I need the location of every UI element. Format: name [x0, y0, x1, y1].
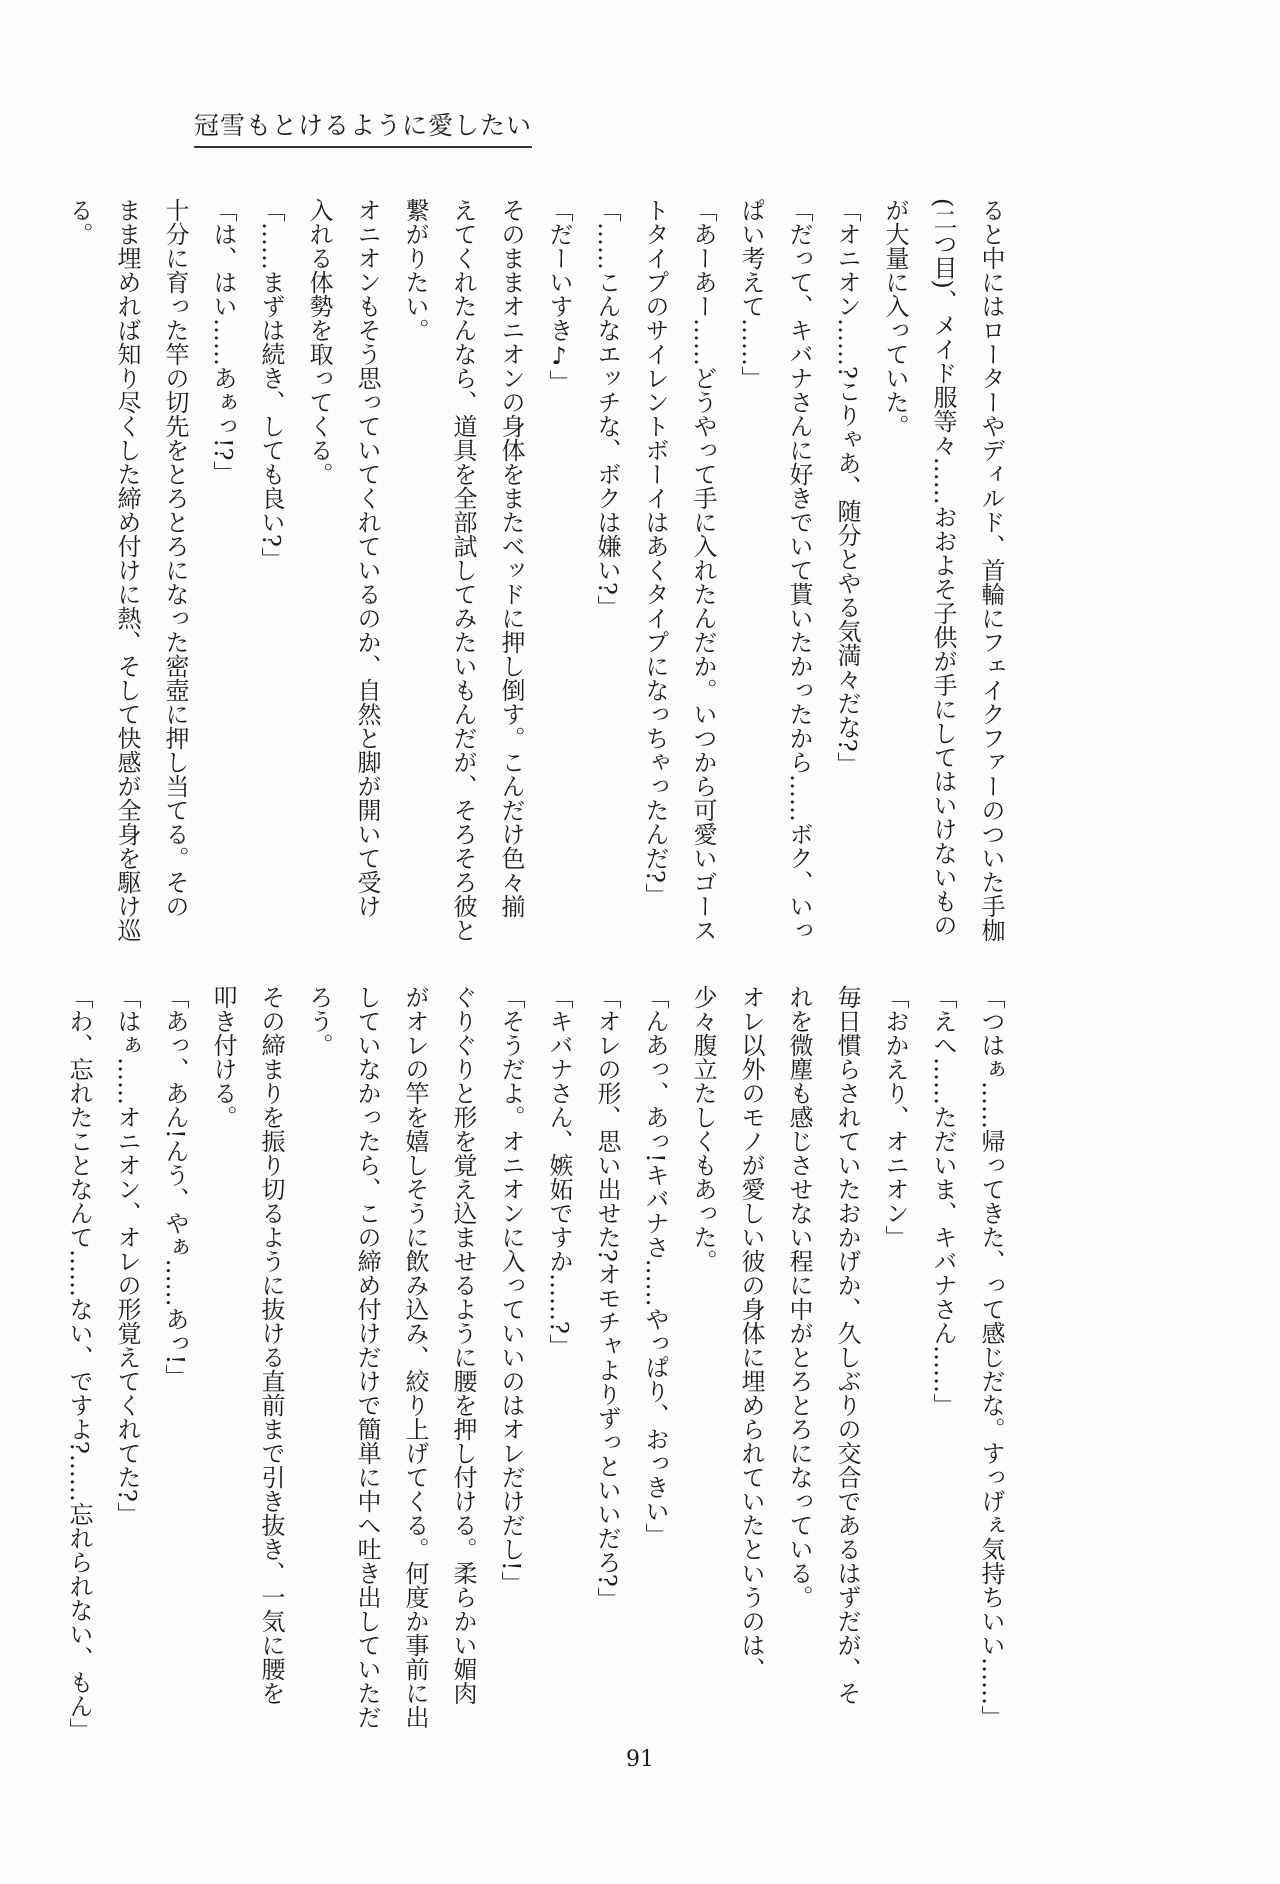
text-line: 毎日慣らされていたおかげか、久しぶりの交合であるはずだが、そ — [833, 985, 861, 1705]
text-line: ると中にはローターやディルド、首輪にフェイクファーのついた手枷 — [977, 198, 1005, 942]
lower-text-column — [55, 985, 1015, 1742]
text-line: れを微塵も感じさせない程に中がとろとろになっている。 — [785, 985, 813, 1609]
text-line: が大量に入っていた。 — [881, 198, 909, 438]
text-line: オニオンもそう思っていてくれているのか、自然と脚が開いて受け — [353, 198, 381, 918]
text-line: 叩き付ける。 — [209, 985, 237, 1129]
text-line: えてくれたんなら、道具を全部試してみたいもんだが、そろそろ彼と — [449, 198, 477, 942]
text-line: 「は、はい……あぁっ!?」 — [209, 198, 237, 485]
text-line: 少々腹立たしくもあった。 — [689, 985, 717, 1273]
text-line: そのままオニオンの身体をまたベッドに押し倒す。こんだけ色々揃 — [497, 198, 525, 918]
text-line: 「はぁ……オニオン、オレの形覚えてくれてた?」 — [113, 985, 141, 1526]
text-line: 「えへ……ただいま、キバナさん……」 — [929, 985, 957, 1417]
text-line: 「わ、忘れたことなんて……ない、ですよ?……忘れられない、もん」 — [65, 985, 93, 1742]
text-line: 入れる体勢を取ってくる。 — [305, 198, 333, 486]
text-line: オレ以外のモノが愛しい彼の身体に埋められていたというのは、 — [737, 985, 765, 1681]
text-line: まま埋めれば知り尽くした締め付けに熱、そして快感が全身を駆け巡 — [113, 198, 141, 942]
text-line: ぐりぐりと形を覚え込ませるように腰を押し付ける。柔らかい媚肉 — [449, 985, 477, 1705]
running-title: 冠雪もとけるように愛したい — [194, 106, 532, 148]
text-line: (二つ目)、メイド服等々……おおよそ子供が手にしてはいけないもの — [929, 198, 957, 937]
text-line: 「オレの形、思い出せた?オモチャよりずっといいだろ?」 — [593, 985, 621, 1611]
text-line: 十分に育った竿の切先をとろとろになった密壺に押し当てる。その — [161, 198, 189, 918]
text-line: る。 — [65, 198, 93, 246]
text-line: 「つはぁ……帰ってきた、って感じだな。すっげぇ気持ちいい……」 — [977, 985, 1005, 1729]
text-line: 「おかえり、オニオン」 — [881, 985, 909, 1249]
text-line: 繋がりたい。 — [401, 198, 429, 342]
text-line: 「あーあー……どうやって手に入れたんだか。いつから可愛いゴース — [689, 198, 717, 942]
text-line: 「……まずは続き、しても良い?」 — [257, 198, 285, 571]
text-line: 「……こんなエッチな、ボクは嫌い?」 — [593, 198, 621, 619]
text-line: していなかったら、この締め付けだけで簡単に中へ吐き出していただ — [353, 985, 381, 1729]
text-line: その締まりを振り切るように抜ける直前まで引き抜き、一気に腰を — [257, 985, 285, 1705]
upper-text-column — [55, 198, 1015, 942]
text-line: トタイプのサイレントボーイはあくタイプになっちゃったんだ?」 — [641, 198, 669, 907]
text-line: 「だーいすき♪」 — [545, 198, 573, 394]
text-line: ろう。 — [305, 985, 333, 1057]
text-line: 「そうだよ。オニオンに入っていいのはオレだけだし!」 — [497, 985, 525, 1595]
text-line: がオレの竿を嬉しそうに飲み込み、絞り上げてくる。何度か事前に出 — [401, 985, 429, 1729]
text-line: ぱい考えて……」 — [737, 198, 765, 390]
text-line: 「あっ、あん!んう、やぁ……あっ!」 — [161, 985, 189, 1389]
text-line: 「オニオン……?こりゃあ、随分とやる気満々だな?」 — [833, 198, 861, 776]
text-line: 「キバナさん、嫉妬ですか……?」 — [545, 985, 573, 1358]
text-line: 「んあっ、あっ!キバナさ……やっぱり、おっきい」 — [641, 985, 669, 1547]
text-line: 「だって、キバナさんに好きでいて貰いたかったから……ボク、いっ — [785, 198, 813, 942]
page-number: 91 — [626, 1747, 654, 1772]
